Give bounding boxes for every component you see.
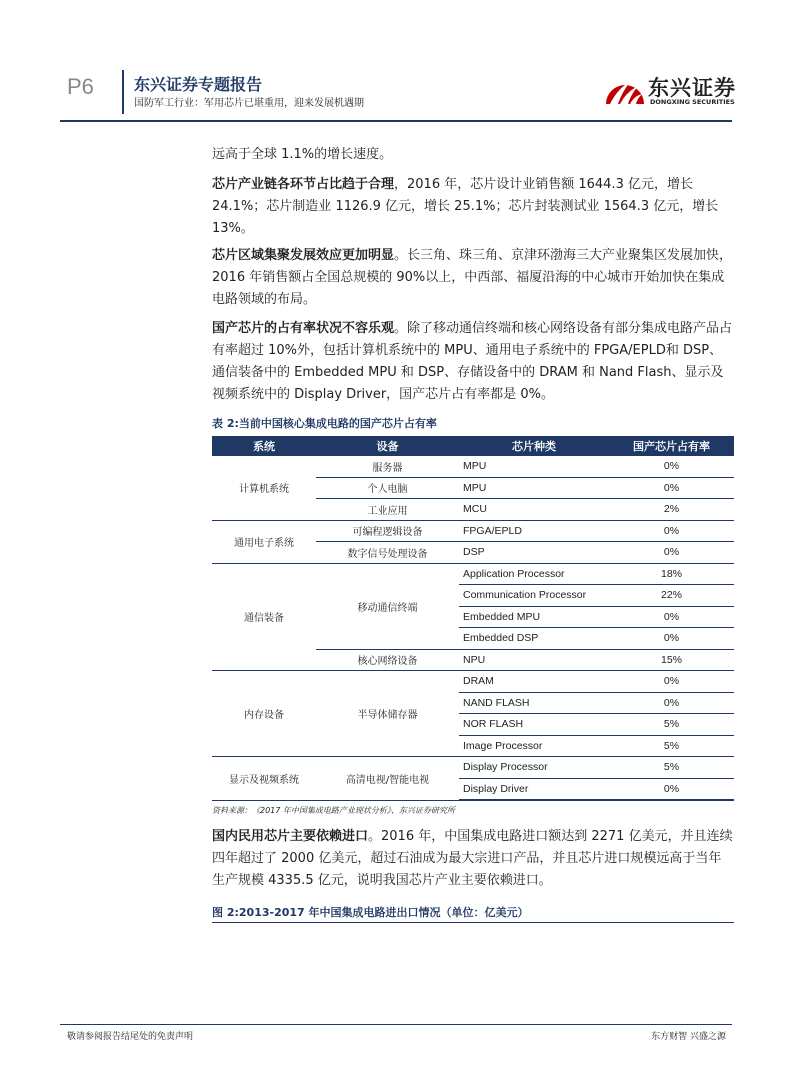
footer-disclaimer: 敬请参阅报告结尾处的免责声明	[67, 1032, 194, 1042]
share-cell: 0%	[609, 628, 734, 650]
device-cell: 移动通信终端	[316, 563, 459, 649]
figure-caption: 图 2:2013-2017 年中国集成电路进出口情况（单位：亿美元）	[212, 906, 529, 919]
paragraph-3-lead: 芯片区域集聚发展效应更加明显	[212, 248, 395, 263]
system-cell: 内存设备	[212, 671, 316, 757]
system-cell: 显示及视频系统	[212, 757, 316, 801]
device-cell: 可编程逻辑设备	[316, 520, 459, 542]
table-row	[212, 520, 734, 542]
paragraph-3-text: 。长三角、珠三角、京津环渤海三大产业聚集区发展加快，2016 年销售额占全国总规模的 90%以上，中西部、福厦沿海的中心城市开始加快在集成电路领域的布局。	[212, 248, 733, 307]
paragraph-3	[212, 245, 734, 311]
share-cell: 0%	[609, 671, 734, 693]
header-divider	[122, 70, 124, 114]
chip-cell: DSP	[459, 542, 609, 564]
chip-cell: Embedded DSP	[459, 628, 609, 650]
company-logo	[604, 70, 734, 114]
header-rule	[60, 120, 732, 122]
figure-caption-rule	[212, 922, 734, 923]
chip-cell: Application Processor	[459, 563, 609, 585]
table-row	[212, 563, 734, 585]
chip-cell: FPGA/EPLD	[459, 520, 609, 542]
share-cell: 0%	[609, 692, 734, 714]
chip-cell: NPU	[459, 649, 609, 671]
table-row	[212, 456, 734, 477]
chip-cell: MPU	[459, 456, 609, 477]
system-cell: 通信装备	[212, 563, 316, 671]
device-cell: 工业应用	[316, 499, 459, 521]
header-device: 设备	[316, 436, 459, 456]
chip-cell: DRAM	[459, 671, 609, 693]
paragraph-5-text: 。2016 年，中国集成电路进口额达到 2271 亿美元，并且连续四年超过了 2000 亿美元，超过石油成为最大宗进口产品，并且芯片进口规模远高于当年生产规模 4335.5 亿元，说明我国芯片产业主要依赖进口。	[212, 829, 733, 888]
paragraph-5	[212, 826, 734, 892]
paragraph-2-text: ，2016 年，芯片设计业销售额 1644.3 亿元，增长24.1%；芯片制造业 1126.9 亿元，增长 25.1%；芯片封装测试业 1564.3 亿元，增长13%。	[212, 177, 719, 236]
chip-cell: Display Processor	[459, 757, 609, 779]
chip-cell: NOR FLASH	[459, 714, 609, 736]
chip-cell: Image Processor	[459, 735, 609, 757]
chip-cell: Embedded MPU	[459, 606, 609, 628]
system-cell: 计算机系统	[212, 456, 316, 520]
paragraph-4-text: 。除了移动通信终端和核心网络设备有部分集成电路产品占有率超过 10%外，包括计算机系统中的 MPU、通用电子系统中的 FPGA/EPLD和 DSP、通信装备中的 Embedded MPU 和 DSP、存储设备中的 DRAM 和 Nand Flash、显示及视频系统中的 Display Driver，国产芯片占有率都是 0%。	[212, 321, 733, 402]
report-title: 东兴证券专题报告	[134, 75, 263, 94]
logo-mark-icon	[604, 70, 646, 108]
table-row	[212, 757, 734, 779]
page-number: P6	[67, 74, 94, 99]
chip-cell: Display Driver	[459, 778, 609, 800]
report-subtitle: 国防军工行业：军用芯片已堪重用，迎来发展机遇期	[134, 98, 364, 109]
share-cell: 5%	[609, 757, 734, 779]
paragraph-4	[212, 318, 734, 406]
footer-rule	[60, 1024, 732, 1025]
paragraph-1-text: 远高于全球 1.1%的增长速度。	[212, 147, 393, 162]
header-domestic-share: 国产芯片占有率	[609, 436, 734, 456]
paragraph-2-lead: 芯片产业链各环节占比趋于合理	[212, 177, 395, 192]
paragraph-5-lead: 国内民用芯片主要依赖进口	[212, 829, 369, 844]
table-caption: 表 2:当前中国核心集成电路的国产芯片占有率	[212, 417, 437, 430]
device-cell: 服务器	[316, 456, 459, 477]
table-header-row	[212, 436, 734, 456]
device-cell: 个人电脑	[316, 477, 459, 499]
chip-cell: NAND FLASH	[459, 692, 609, 714]
share-cell: 15%	[609, 649, 734, 671]
logo-english-name: DONGXING SECURITIES	[650, 98, 735, 106]
logo-chinese-name: 东兴证券	[648, 76, 736, 100]
paragraph-4-lead: 国产芯片的占有率状况不容乐观	[212, 321, 395, 336]
share-cell: 0%	[609, 542, 734, 564]
header-chip-type: 芯片种类	[459, 436, 609, 456]
share-cell: 0%	[609, 477, 734, 499]
share-cell: 0%	[609, 778, 734, 800]
device-cell: 数字信号处理设备	[316, 542, 459, 564]
share-cell: 22%	[609, 585, 734, 607]
chip-cell: MCU	[459, 499, 609, 521]
system-cell: 通用电子系统	[212, 520, 316, 563]
table-source-note: 资料来源：《2017 年中国集成电路产业现状分析》、东兴证券研究所	[212, 806, 455, 815]
share-cell: 2%	[609, 499, 734, 521]
ic-share-table	[212, 436, 734, 801]
share-cell: 0%	[609, 456, 734, 477]
chip-cell: Communication Processor	[459, 585, 609, 607]
device-cell: 半导体储存器	[316, 671, 459, 757]
share-cell: 0%	[609, 520, 734, 542]
paragraph-2	[212, 174, 734, 240]
table-row	[212, 671, 734, 693]
header-system: 系统	[212, 436, 316, 456]
device-cell: 高清电视/智能电视	[316, 757, 459, 801]
paragraph-1	[212, 144, 734, 166]
share-cell: 5%	[609, 735, 734, 757]
chip-cell: MPU	[459, 477, 609, 499]
share-cell: 18%	[609, 563, 734, 585]
share-cell: 0%	[609, 606, 734, 628]
footer-slogan: 东方财智 兴盛之源	[651, 1032, 726, 1042]
device-cell: 核心网络设备	[316, 649, 459, 671]
share-cell: 5%	[609, 714, 734, 736]
